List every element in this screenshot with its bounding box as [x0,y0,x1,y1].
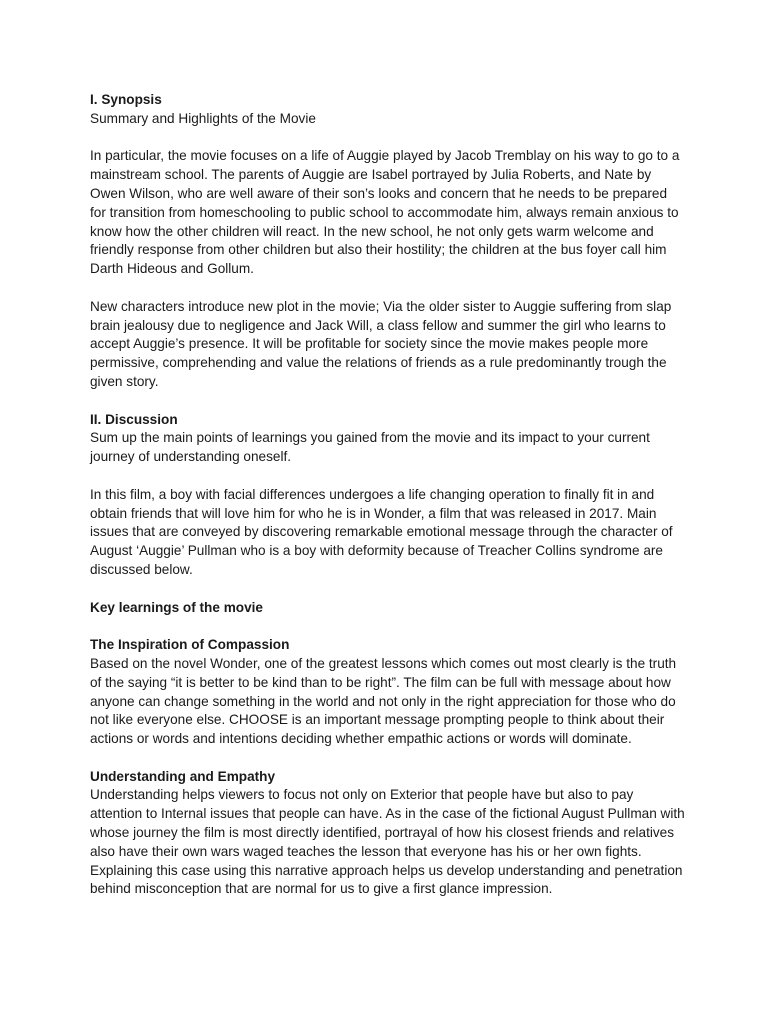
section-title-compassion: The Inspiration of Compassion [90,637,290,653]
discussion-paragraph-1: In this film, a boy with facial differences undergoes a life changing operation to finally fit in and obtain friends that will love him for who he is in Wonder, a film that was released in 2017. Main issues that are conveyed by discovering remarkable emotional message through the character of August ‘Auggie’ Pullman who is a boy with deformity because of Treacher Collins syndrome are discussed below. [90,486,673,577]
spacer [90,279,686,298]
discussion-heading: II. Discussion [90,411,178,427]
document-page [90,91,686,899]
spacer [90,749,686,768]
spacer [90,129,686,148]
section-body-compassion: Based on the novel Wonder, one of the greatest lessons which comes out most clearly is the truth of the saying “it is better to be kind than to be right”. The film can be full with message about how anyone can change something in the world and not only in the right appreciation for those who do not like everyone else. CHOOSE is an important message prompting people to think about their actions or words and intentions deciding whether empathic actions or words will dominate. [90,655,677,747]
spacer [90,467,686,486]
spacer [90,580,686,599]
synopsis-subheading: Summary and Highlights of the Movie [90,110,316,126]
key-learnings-heading: Key learnings of the movie [90,599,263,615]
synopsis-paragraph-2: New characters introduce new plot in the movie; Via the older sister to Auggie suffering from slap brain jealousy due to negligence and Jack Will, a class fellow and summer the girl who learns to accept Auggie’s presence. It will be profitable for society since the movie makes people more permissive, comprehending and value the relations of friends as a rule predominantly trough the given story. [90,298,672,389]
spacer [90,617,686,636]
spacer [90,392,686,411]
synopsis-heading: I. Synopsis [90,92,162,107]
synopsis-paragraph-1: In particular, the movie focuses on a life of Auggie played by Jacob Tremblay on his way to go to a mainstream school. The parents of Auggie are Isabel portrayed by Julia Roberts, and Nate by Owen Wilson, who are well aware of their son’s looks and concern that he needs to be prepared for transition from homeschooling to public school to accommodate him, always remain anxious to know how the other children will react. In the new school, he not only gets warm welcome and friendly response from other children but also their hostility; the children at the bus foyer call him Darth Hideous and Gollum. [90,148,680,277]
section-title-empathy: Understanding and Empathy [90,768,276,784]
section-body-empathy: Understanding helps viewers to focus not only on Exterior that people have but also to pay attention to Internal issues that people can have. As in the case of the fictional August Pullman with whose journey the film is most directly identified, portrayal of how his closest friends and relatives also have their own wars waged teaches the lesson that everyone has his or her own fights. Explaining this case using this narrative approach helps us develop understanding and penetration behind misconception that are normal for us to give a first glance impression. [90,787,685,897]
discussion-subheading: Sum up the main points of learnings you gained from the movie and its impact to your current journey of understanding oneself. [90,430,650,465]
